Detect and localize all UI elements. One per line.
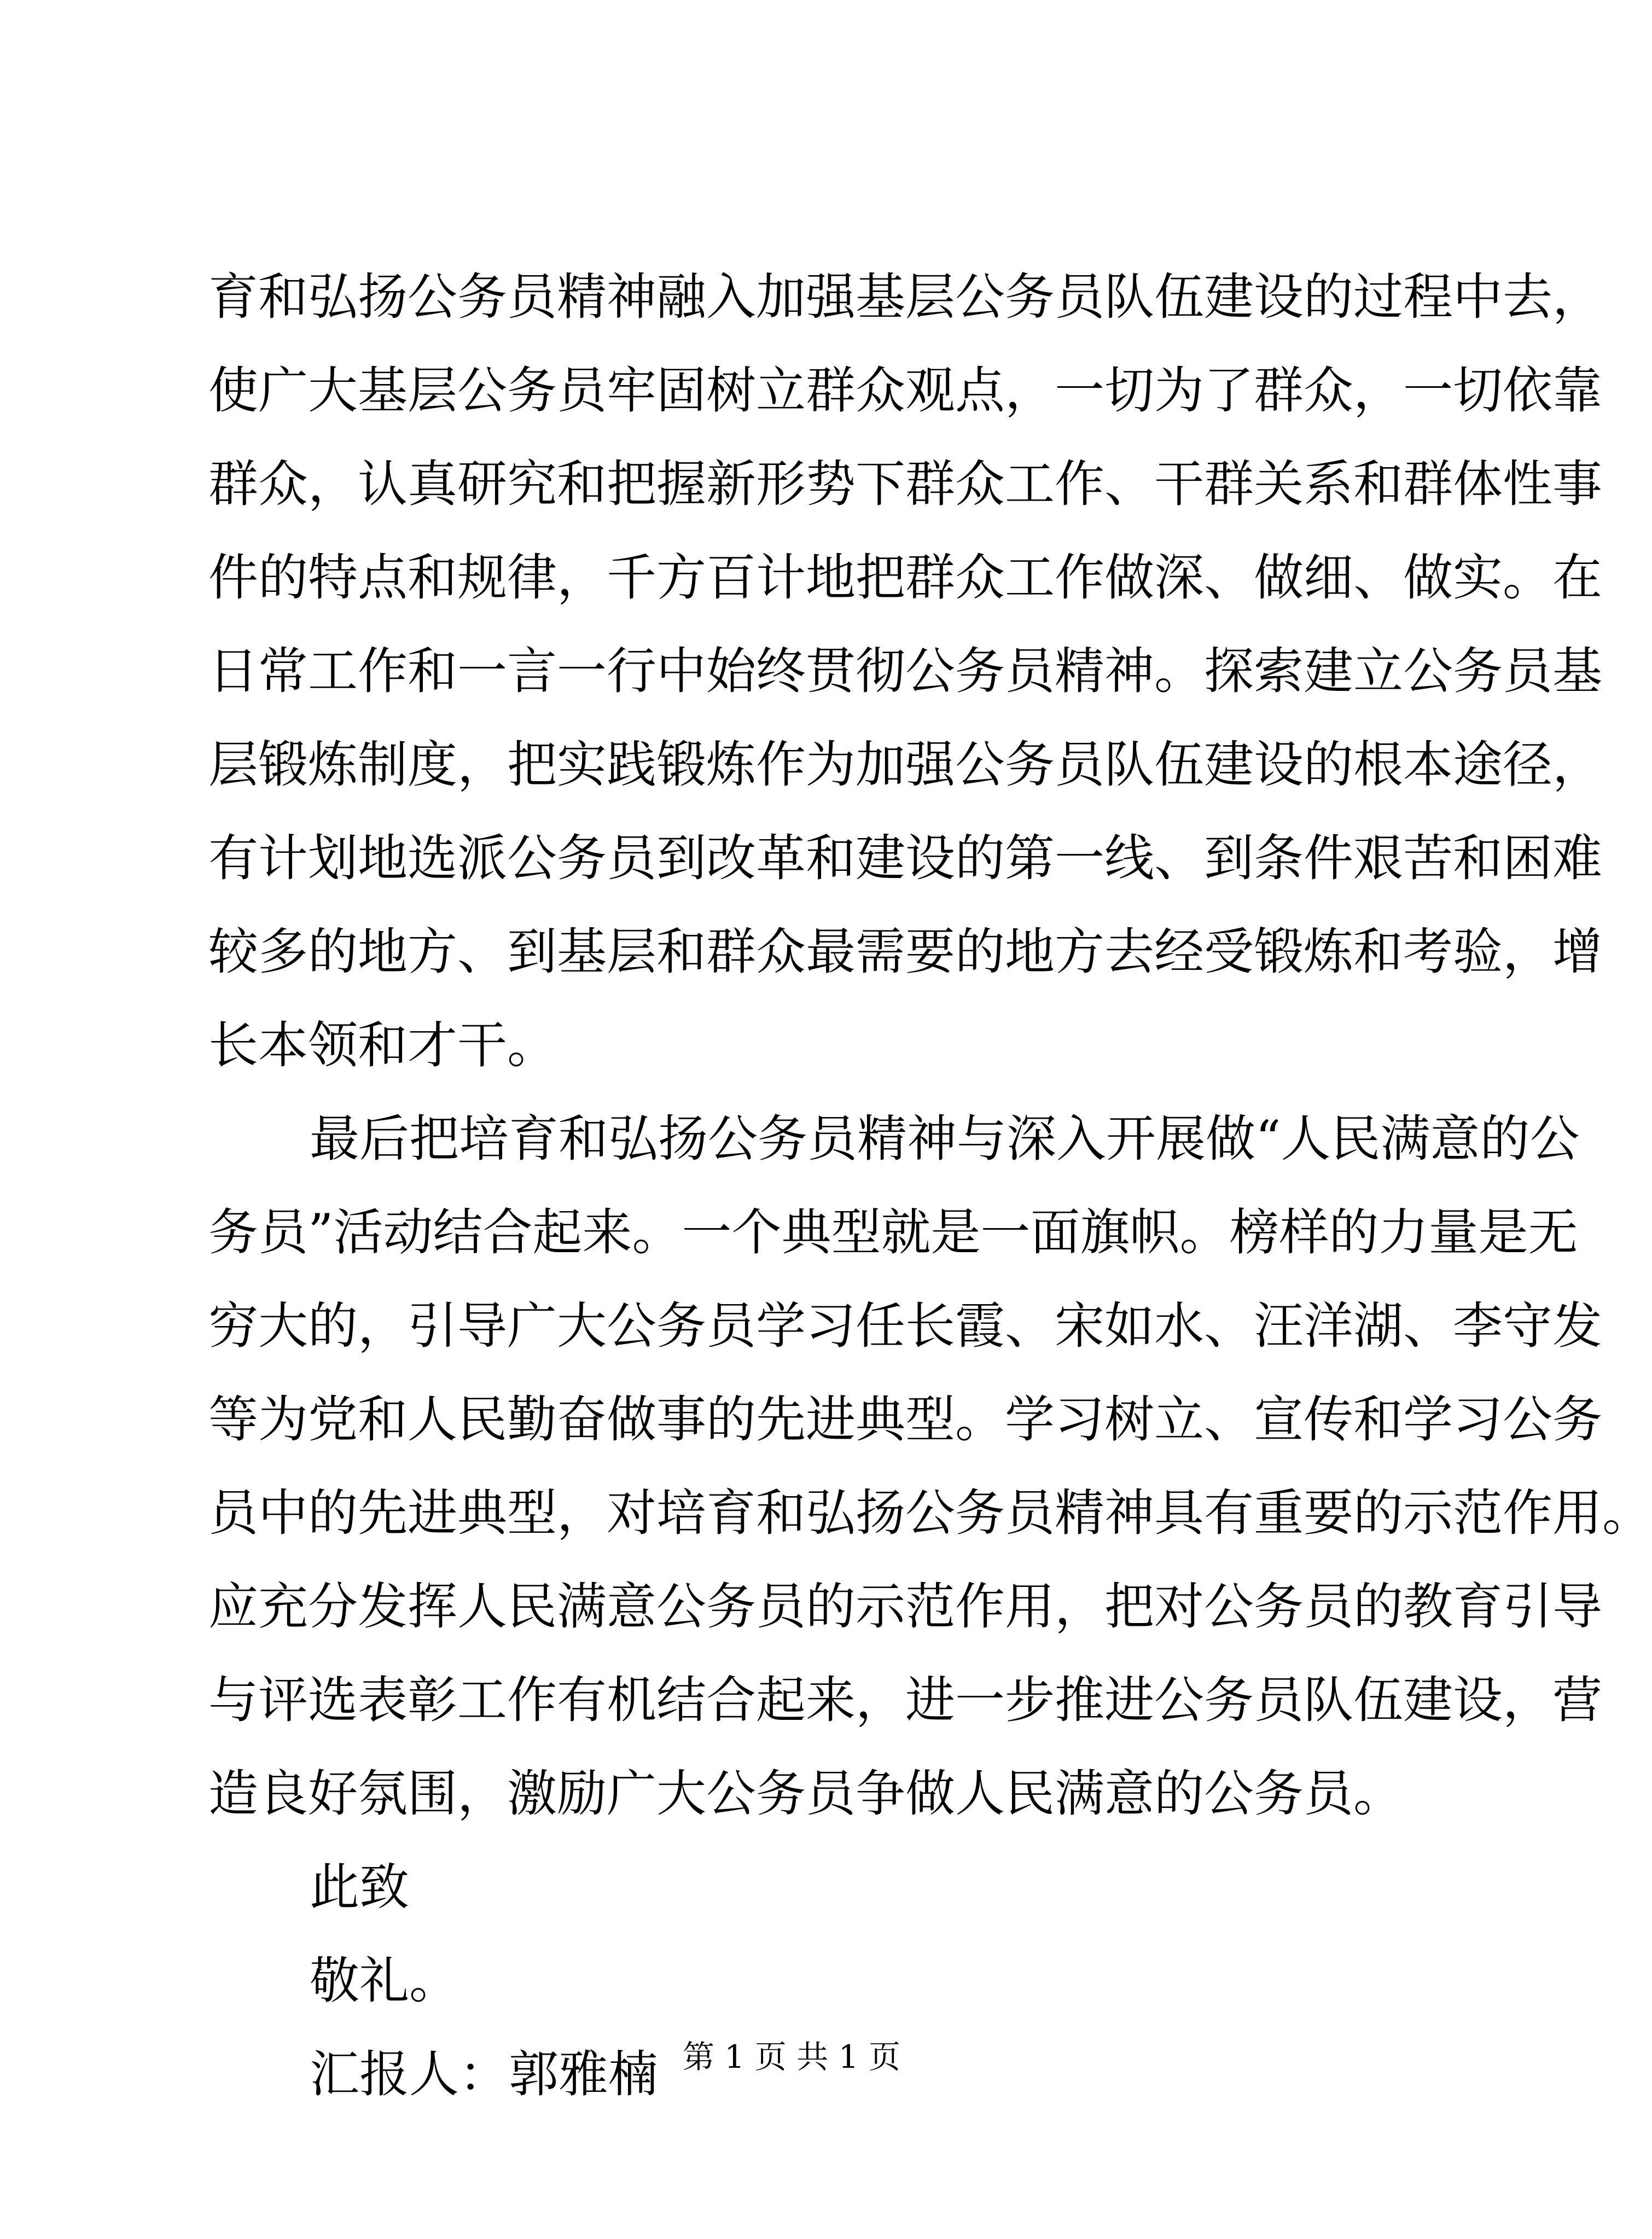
page-number: 第 1 页 共 1 页 [683,2038,900,2075]
text-line: 件的特点和规律，千方百计地把群众工作做深、做细、做实。在 [208,549,1603,607]
salutation: 此致 [310,1859,410,1916]
text-line: 层锻炼制度，把实践锻炼作为加强公务员队伍建设的根本途径， [208,736,1603,794]
text-line: 与评选表彰工作有机结合起来，进一步推进公务员队伍建设，营 [208,1672,1603,1729]
text-line: 造良好氛围，激励广大公务员争做人民满意的公务员。 [208,1765,1404,1823]
text-line: 日常工作和一言一行中始终贯彻公务员精神。探索建立公务员基 [208,643,1603,700]
text-line: 员中的先进典型，对培育和弘扬公务员精神具有重要的示范作用。 [208,1485,1652,1542]
text-line: 使广大基层公务员牢固树立群众观点，一切为了群众，一切依靠 [208,362,1603,420]
document-body [208,251,1652,2121]
text-line: 穷大的，引导广大公务员学习任长霞、宋如水、汪洋湖、李守发 [208,1298,1603,1355]
paragraph-1 [208,251,1603,1092]
text-line: 最后把培育和弘扬公务员精神与深入开展做“人民满意的公 [310,1110,1580,1168]
paragraph-2 [208,1092,1652,1841]
regards: 敬礼。 [310,1952,459,2010]
page-footer [0,2035,1583,2079]
text-line: 务员”活动结合起来。一个典型就是一面旗帜。榜样的力量是无 [208,1204,1578,1261]
text-line: 长本领和才干。 [208,1017,557,1074]
reporter-signature: 汇报人：郭雅楠 [310,2046,659,2103]
closing-block [208,1841,1374,2121]
text-line: 群众，认真研究和把握新形势下群众工作、干群关系和群体性事 [208,456,1603,513]
text-line: 等为党和人民勤奋做事的先进典型。学习树立、宣传和学习公务 [208,1391,1603,1449]
text-line: 较多的地方、到基层和群众最需要的地方去经受锻炼和考验，增 [208,923,1603,981]
text-line: 育和弘扬公务员精神融入加强基层公务员队伍建设的过程中去， [208,269,1603,326]
text-line: 应充分发挥人民满意公务员的示范作用，把对公务员的教育引导 [208,1578,1603,1636]
text-line: 有计划地选派公务员到改革和建设的第一线、到条件艰苦和困难 [208,830,1603,887]
